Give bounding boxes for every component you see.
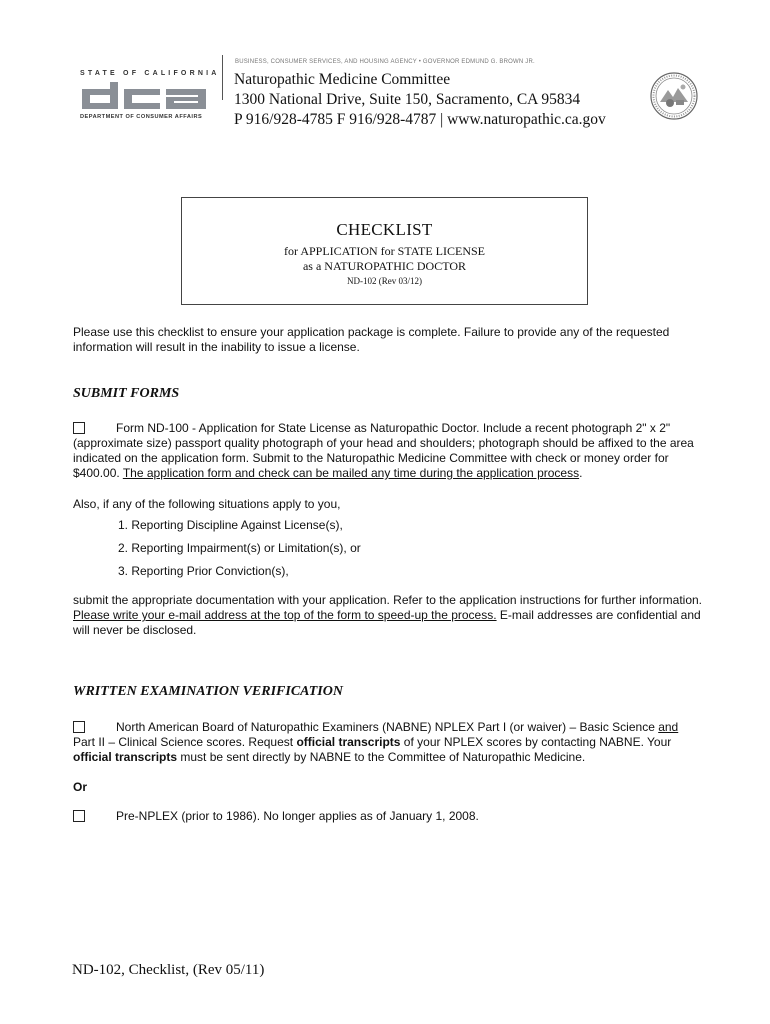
list-item: 3. Reporting Prior Conviction(s), [118, 564, 289, 578]
email-instruction: Please write your e-mail address at the top of the form to speed-up the process. [73, 608, 497, 622]
list-item: 2. Reporting Impairment(s) or Limitation(s), or [118, 541, 361, 555]
official-transcripts-2: official transcripts [73, 750, 178, 764]
or-label: Or [73, 780, 88, 794]
letterhead-divider [222, 55, 223, 100]
dca-logo [80, 70, 220, 120]
nabne-item [73, 720, 703, 765]
official-transcripts-1: official transcripts [296, 735, 401, 749]
form-nd100-mail-note: The application form and check can be mailed any time during the application process [122, 466, 580, 480]
submit-documentation-paragraph [73, 593, 703, 638]
page-title: CHECKLIST [336, 220, 433, 239]
submit-forms-heading: SUBMIT FORMS [73, 386, 180, 401]
email-confidential-note: E-mail addresses are confidential and will never be disclosed. [73, 608, 701, 637]
situations-list [118, 514, 361, 583]
form-nd100-item [73, 421, 703, 481]
dca-logo-icon [80, 81, 208, 111]
pre-nplex-text: Pre-NPLEX (prior to 1986). No longer applies as of January 1, 2008. [116, 809, 479, 823]
agency-line: BUSINESS, CONSUMER SERVICES, AND HOUSING AGENCY • GOVERNOR EDMUND G. BROWN JR. [235, 59, 535, 65]
checklist-title-box [181, 197, 588, 305]
department-label: DEPARTMENT OF CONSUMER AFFAIRS [80, 114, 203, 120]
form-nd100-end: . [579, 466, 583, 480]
state-seal-icon [650, 72, 698, 120]
nabne-text-d: must be sent directly by NABNE to the Committee of Naturopathic Medicine. [177, 750, 586, 764]
nabne-text-a: North American Board of Naturopathic Examiners (NABNE) NPLEX Part I (or waiver) – Basic Science [116, 720, 659, 734]
exam-verification-heading: WRITTEN EXAMINATION VERIFICATION [73, 684, 343, 699]
committee-name: Naturopathic Medicine Committee [234, 71, 451, 88]
nabne-text-b: Part II – Clinical Science scores. Request [73, 735, 297, 749]
nabne-checkbox[interactable] [73, 721, 85, 733]
pre-nplex-item [73, 809, 703, 824]
nabne-text-c: of your NPLEX scores by contacting NABNE. Your [400, 735, 672, 749]
committee-address: 1300 National Drive, Suite 150, Sacramento, CA 95834 [234, 91, 581, 108]
form-nd100-text: Form ND-100 - Application for State License as Naturopathic Doctor. Include a recent photograph 2" x 2" (approximate size) passport quality photograph of your head and shoulders; photograph should be affixed to the area indicated on the application form. Submit to the Naturopathic Medicine Committee with check or money order for $400.00. [73, 421, 694, 480]
nabne-and: and [658, 720, 679, 734]
list-item: 1. Reporting Discipline Against License(s), [118, 518, 343, 532]
pre-nplex-checkbox[interactable] [73, 810, 85, 822]
title-line-3: as a NATUROPATHIC DOCTOR [302, 259, 466, 273]
intro-paragraph: Please use this checklist to ensure your application package is complete. Failure to provide any of the requested information will result in the inability to issue a license. [73, 325, 670, 354]
page-footer: ND-102, Checklist, (Rev 05/11) [72, 962, 265, 978]
dca-logo-mark [80, 81, 212, 111]
title-line-2: for APPLICATION for STATE LICENSE [283, 244, 486, 258]
also-paragraph: Also, if any of the following situations apply to you, [73, 497, 341, 511]
committee-contact: P 916/928-4785 F 916/928-4787 | www.naturopathic.ca.gov [234, 111, 606, 128]
submit-documentation-text: submit the appropriate documentation with your application. Refer to the application instructions for further information. [73, 593, 703, 607]
form-id: ND-102 (Rev 03/12) [347, 276, 422, 286]
state-of-california-label: STATE OF CALIFORNIA [80, 70, 220, 77]
committee-address-block [234, 70, 606, 130]
form-nd100-checkbox[interactable] [73, 422, 85, 434]
